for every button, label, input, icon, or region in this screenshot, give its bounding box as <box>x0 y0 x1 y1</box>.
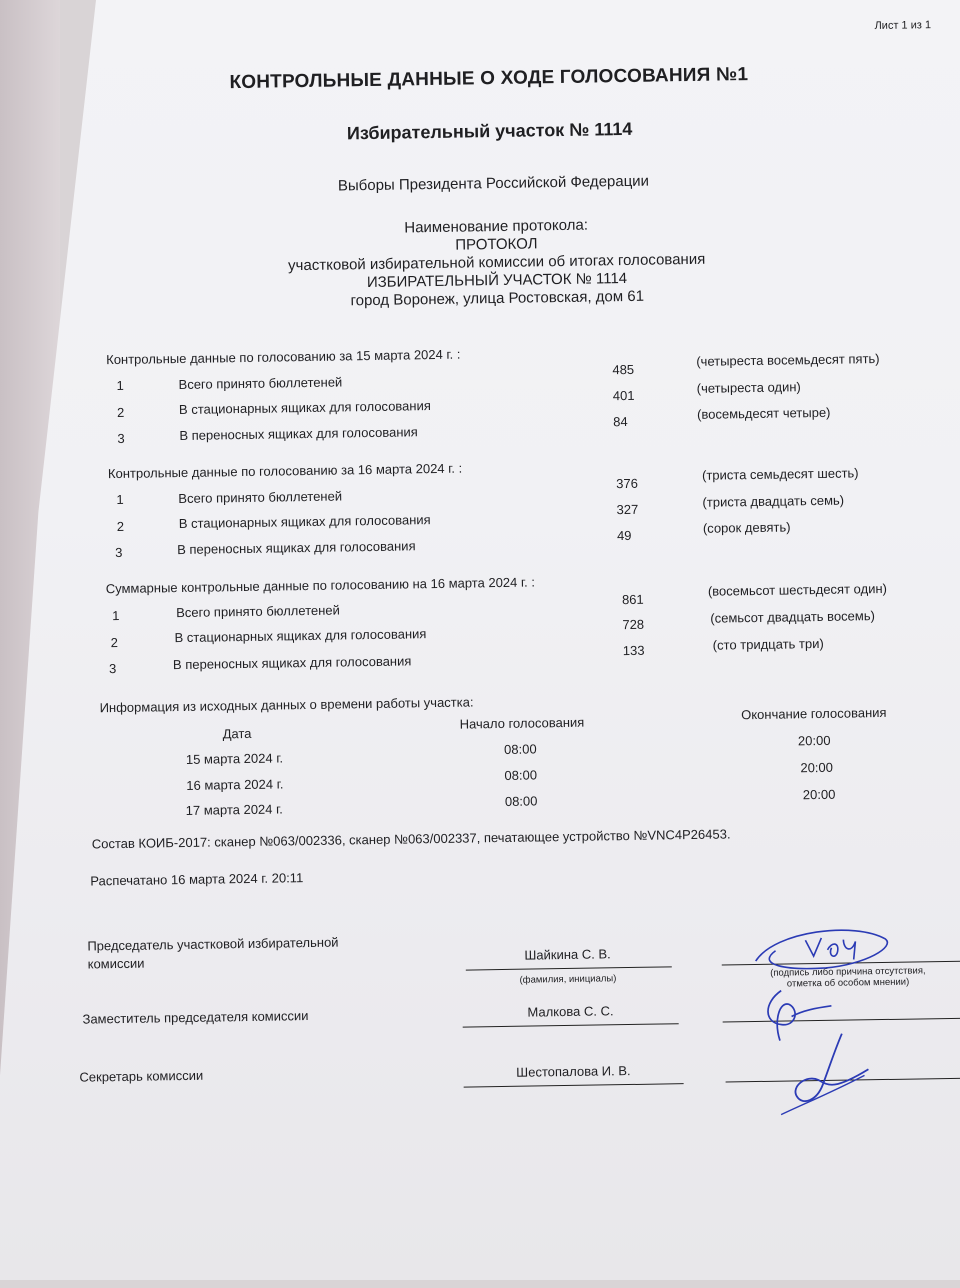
schedule-date: 16 марта 2024 г. <box>186 776 284 793</box>
row-value: 84 <box>613 413 628 430</box>
deputy-name: Малкова С. С. <box>527 1003 614 1020</box>
row-value-words: (сорок девять) <box>702 519 791 536</box>
row-value-words: (четыреста один) <box>696 379 801 396</box>
chair-name: Шайкина С. В. <box>524 946 611 963</box>
row-value: 133 <box>622 642 645 659</box>
schedule-heading: Информация из исходных данных о времени работы участка: <box>99 694 474 716</box>
row-value-words: (сто тридцать три) <box>712 635 824 653</box>
schedule-start: 08:00 <box>504 767 538 783</box>
row-value: 49 <box>616 527 632 544</box>
secretary-name-line <box>464 1083 684 1087</box>
printed-timestamp: Распечатано 16 марта 2024 г. 20:11 <box>90 870 304 889</box>
row-value-words: (триста двадцать семь) <box>702 492 845 510</box>
row-number: 2 <box>116 518 125 535</box>
protocol-description: участковой избирательной комиссии об итогах голосования <box>287 250 706 275</box>
precinct-heading: Избирательный участок № 1114 <box>346 118 633 144</box>
secretary-role: Секретарь комиссии <box>79 1067 204 1085</box>
section-heading: Контрольные данные по голосованию за 16 марта 2024 г. : <box>107 460 463 482</box>
row-value: 401 <box>612 387 635 404</box>
equipment-info: Состав КОИБ-2017: сканер №063/002336, сканер №063/002337, печатающее устройство №VNC4P26453. <box>91 826 731 852</box>
row-label: Всего принято бюллетеней <box>178 488 343 507</box>
schedule-end: 20:00 <box>800 759 834 776</box>
chair-role-cont: комиссии <box>87 955 145 972</box>
row-value: 327 <box>616 501 639 518</box>
secretary-name: Шестопалова И. В. <box>516 1063 631 1080</box>
sheet-number: Лист 1 из 1 <box>874 19 932 33</box>
row-value: 861 <box>621 591 644 608</box>
row-value: 376 <box>616 475 639 492</box>
sign-caption: (подпись либо причина отсутствия, <box>770 965 926 979</box>
schedule-col-date: Дата <box>222 725 252 742</box>
protocol-name: ПРОТОКОЛ <box>455 235 538 254</box>
schedule-date: 15 марта 2024 г. <box>185 750 284 767</box>
row-label: В переносных ящиках для голосования <box>179 424 418 444</box>
row-number: 2 <box>110 635 118 651</box>
chair-role: Председатель участковой избирательной <box>87 934 339 954</box>
row-value-words: (триста семьдесят шесть) <box>701 465 859 483</box>
schedule-end: 20:00 <box>802 786 836 803</box>
row-number: 1 <box>116 491 124 508</box>
row-label: В переносных ящиках для голосования <box>172 653 412 673</box>
row-label: В стационарных ящиках для голосования <box>174 626 427 646</box>
row-value-words: (восемьсот шестьдесят один) <box>707 580 888 599</box>
row-value-words: (четыреста восемьдесят пять) <box>696 351 880 369</box>
protocol-label: Наименование протокола: <box>404 216 589 237</box>
row-value-words: (семьсот двадцать восемь) <box>710 608 875 626</box>
schedule-end: 20:00 <box>797 732 831 749</box>
row-label: В стационарных ящиках для голосования <box>178 512 431 532</box>
section-heading: Суммарные контрольные данные по голосованию на 16 марта 2024 г. : <box>105 574 536 597</box>
row-label: В переносных ящиках для голосования <box>177 538 416 558</box>
secretary-signature <box>772 1029 883 1121</box>
schedule-date: 17 марта 2024 г. <box>185 801 283 818</box>
schedule-col-end: Окончание голосования <box>741 704 887 723</box>
name-caption: (фамилия, инициалы) <box>519 973 617 986</box>
deputy-role: Заместитель председателя комиссии <box>82 1008 309 1027</box>
election-name: Выборы Президента Российской Федерации <box>337 172 650 195</box>
row-number: 1 <box>116 377 124 393</box>
schedule-col-start: Начало голосования <box>459 714 585 732</box>
row-number: 3 <box>117 430 125 446</box>
row-number: 3 <box>115 544 123 561</box>
row-number: 2 <box>116 404 125 420</box>
schedule-start: 08:00 <box>503 741 537 757</box>
row-label: Всего принято бюллетеней <box>176 602 340 621</box>
row-value: 485 <box>612 361 635 378</box>
section-heading: Контрольные данные по голосованию за 15 марта 2024 г. : <box>106 346 461 368</box>
protocol-precinct: ИЗБИРАТЕЛЬНЫЙ УЧАСТОК № 1114 <box>366 269 628 292</box>
row-value-words: (восемьдесят четыре) <box>696 404 831 422</box>
row-label: В стационарных ящиках для голосования <box>178 398 431 418</box>
row-label: Всего принято бюллетеней <box>178 374 343 393</box>
deputy-name-line <box>463 1023 679 1027</box>
protocol-address: город Воронеж, улица Ростовская, дом 61 <box>350 287 645 310</box>
sign-caption-cont: отметка об особом мнении) <box>786 976 910 990</box>
row-value: 728 <box>622 616 645 633</box>
document-title: КОНТРОЛЬНЫЕ ДАННЫЕ О ХОДЕ ГОЛОСОВАНИЯ №1 <box>229 64 749 94</box>
row-number: 3 <box>108 661 117 677</box>
row-number: 1 <box>112 607 120 624</box>
chair-name-line <box>466 966 672 970</box>
schedule-start: 08:00 <box>504 793 538 809</box>
